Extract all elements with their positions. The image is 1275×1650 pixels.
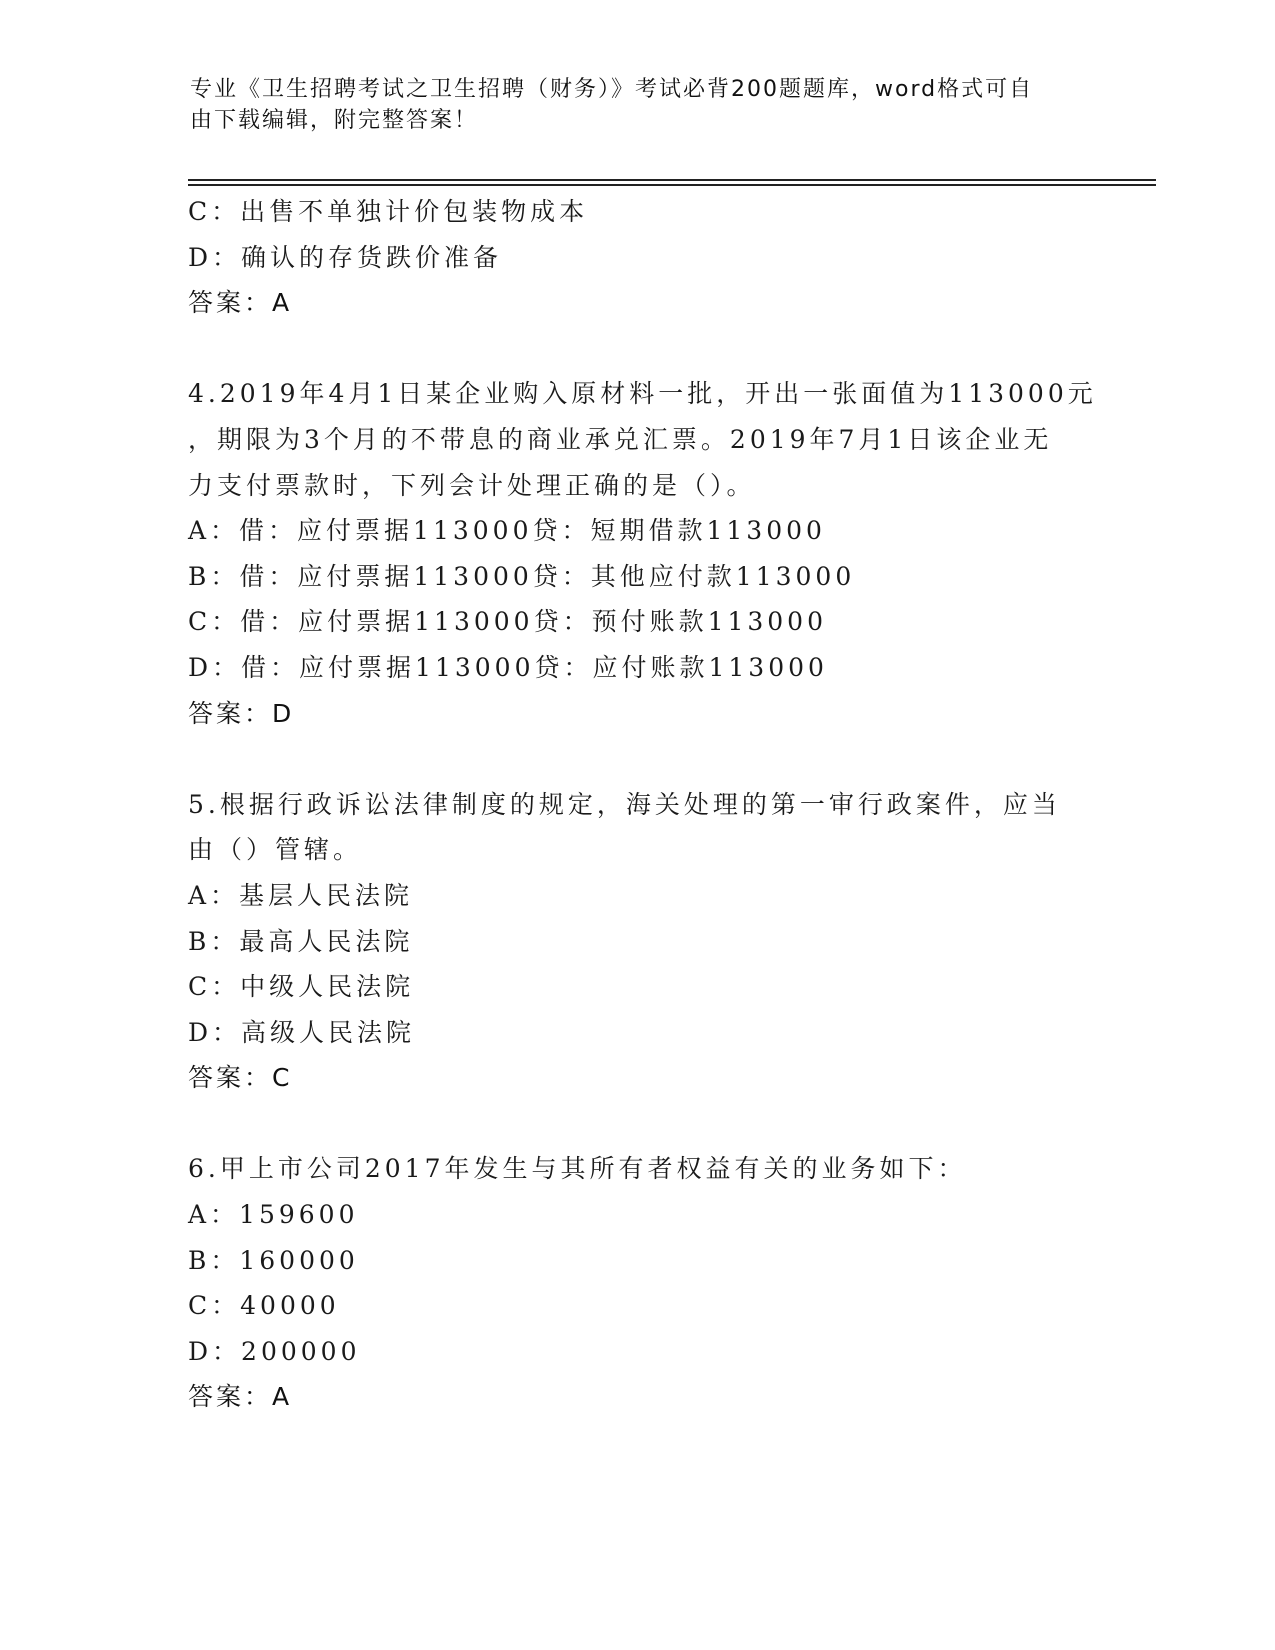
question-5-option-d: D：高级人民法院: [188, 1017, 416, 1047]
question-3-option-c: C：出售不单独计价包装物成本: [188, 197, 589, 226]
spacer: [188, 736, 1128, 782]
header-divider-top: [188, 179, 1156, 181]
header-line-1: 专业《卫生招聘考试之卫生招聘（财务）》考试必背200题题库，word格式可自: [190, 77, 1034, 102]
question-4-stem-line-2: ，期限为3个月的不带息的商业承兑汇票。2019年7月1日该企业无: [188, 424, 1053, 454]
question-5-stem-line-1: 5.根据行政诉讼法律制度的规定，海关处理的第一审行政案件，应当: [188, 789, 1061, 819]
question-5-option-c: C：中级人民法院: [188, 972, 415, 1002]
question-5-option-a: A：基层人民法院: [188, 880, 414, 910]
spacer: [188, 326, 1128, 372]
question-6-option-b: B：160000: [188, 1245, 359, 1275]
question-6-option-a: A：159600: [188, 1200, 359, 1230]
question-6-option-d: D：200000: [188, 1336, 361, 1366]
spacer: [188, 1101, 1128, 1147]
question-3-answer: 答案：A: [188, 288, 293, 318]
document-body: [188, 189, 1128, 1420]
question-4-option-b: B：借：应付票据113000贷：其他应付款113000: [188, 561, 856, 591]
question-6-answer: 答案：A: [188, 1382, 293, 1412]
question-4: [188, 371, 1128, 736]
question-5-option-b: B：最高人民法院: [188, 926, 414, 956]
question-6-stem-line-1: 6.甲上市公司2017年发生与其所有者权益有关的业务如下：: [188, 1154, 967, 1184]
header-line-2: 由下载编辑，附完整答案！: [190, 108, 479, 133]
question-3-tail: [188, 189, 1128, 326]
question-4-option-a: A：借：应付票据113000贷：短期借款113000: [188, 516, 826, 546]
header-divider-bottom: [188, 184, 1156, 186]
question-4-stem-line-1: 4.2019年4月1日某企业购入原材料一批，开出一张面值为113000元: [188, 379, 1097, 409]
document-header: [190, 74, 1090, 136]
question-6-option-c: C：40000: [188, 1291, 340, 1321]
question-5: [188, 782, 1128, 1101]
question-6: [188, 1146, 1128, 1420]
question-4-stem-line-3: 力支付票款时，下列会计处理正确的是（）。: [188, 470, 756, 500]
question-5-answer: 答案：C: [188, 1063, 293, 1093]
question-3-option-d: D：确认的存货跌价准备: [188, 242, 503, 272]
question-4-answer: 答案：D: [188, 698, 295, 728]
question-5-stem-line-2: 由（）管辖。: [188, 835, 363, 865]
question-4-option-c: C：借：应付票据113000贷：预付账款113000: [188, 607, 827, 637]
question-4-option-d: D：借：应付票据113000贷：应付账款113000: [188, 652, 828, 682]
